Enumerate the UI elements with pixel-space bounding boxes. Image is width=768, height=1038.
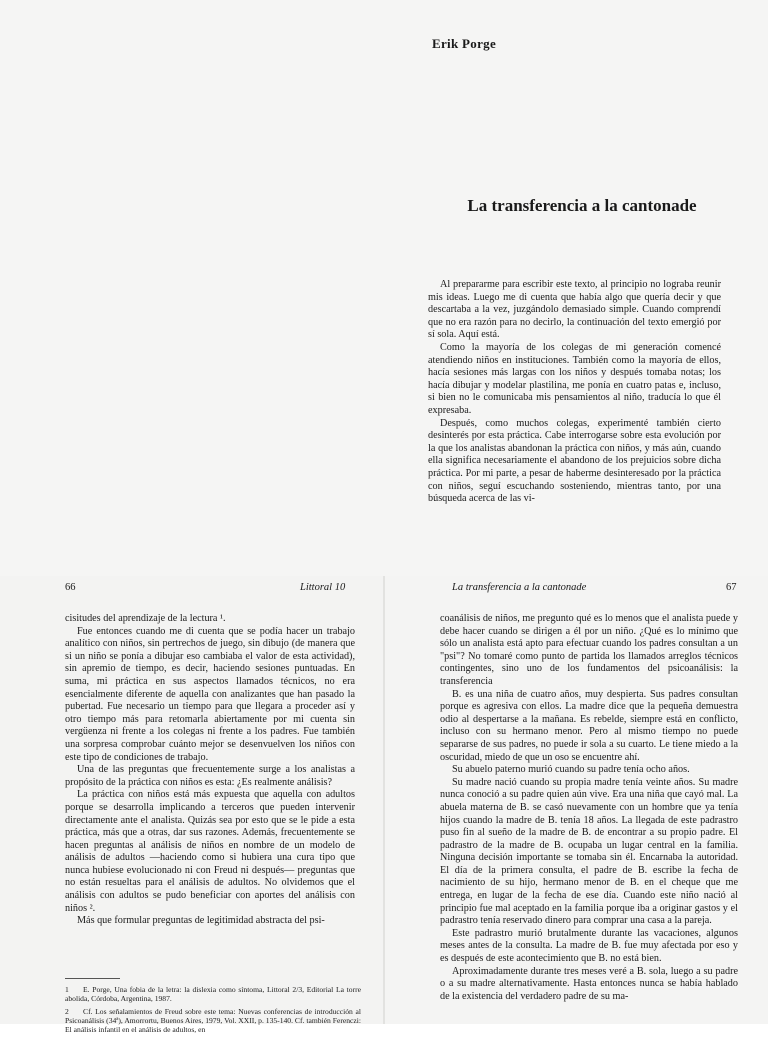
- left-running-head: Littoral 10: [300, 582, 346, 593]
- body-paragraph: Su madre nació cuando su propia madre tenía veinte años. Su madre nunca conoció a su padre quien aún vive. Era una niña que cayó mal. La abuela materna de B. se casó nuevamente con un hombre que ya tenía hijos cuando la madre de B. tenía 18 años. La llegada de este padrastro puso fin al sueño de la madre de B. de encontrar a su propio padre. El padrastro de la madre de B. ocupaba un lugar central en la familia. Ninguna decisión importante se tomaba sin él. Encarnaba la autoridad. El día de la primera consulta, el padre de B. escribe la fecha de nacimiento de su hijo, hermano menor de B. en el cheque que me entrega, en lugar de la fecha de ese día. Cuando este niño nació al principio fue mal aceptado en la familia porque iba a originar gastos y el padrastro tenía reservado dinero para comprar una casa a la pareja.: [440, 776, 738, 927]
- page-gutter: [383, 576, 385, 1024]
- intro-paragraph: Como la mayoría de los colegas de mi generación comencé atendiendo niños en instituciones. También como la mayoría de ellos, hacía sesiones más largas con los niños y después tomaba notas; los hacía dibujar y modelar plastilina, me ponía en cuatro patas e, incluso, si bien no le comunicaba mis pensamientos al niño, traducía lo que él expresaba.: [428, 341, 721, 416]
- left-page-body: [65, 613, 355, 928]
- footnotes: [65, 985, 361, 1038]
- body-paragraph: Más que formular preguntas de legitimidad abstracta del psi-: [77, 915, 325, 927]
- left-page-number: 66: [65, 582, 76, 593]
- footnote-number: 2: [65, 1007, 69, 1016]
- footnote: [65, 985, 361, 1003]
- footnote-text: E. Porge, Una fobia de la letra: la dislexia como síntoma, Littoral 2/3, Editorial La torre abolida, Córdoba, Argentina, 1987.: [65, 985, 361, 1003]
- footnote: [65, 1007, 361, 1034]
- chapter-title: La transferencia a la cantonade: [467, 196, 697, 215]
- body-paragraph: B. es una niña de cuatro años, muy despierta. Sus padres consultan porque es agresiva con ellos. La madre dice que la pequeña demuestra odio al despertarse a la mañana. Es rebelde, siempre está en conflicto, incluso con su hermano menor. Pero al mismo tiempo no puede separarse de sus padres, no puede ir sola a su cuarto. Le tiene miedo a la oscuridad, miedo de que un oso se encuentre ahí.: [440, 688, 738, 763]
- right-page-body: [440, 613, 738, 1003]
- intro-text: [428, 279, 721, 506]
- body-paragraph: Una de las preguntas que frecuentemente surge a los analistas a propósito de la práctica con niños es esta: ¿Es realmente análisis?: [65, 764, 355, 788]
- intro-paragraph: Al prepararme para escribir este texto, al principio no lograba reunir mis ideas. Luego me di cuenta que había algo que quería decir y que descartaba a la vez, juzgándolo demasiado simple. Cuando comprendí que no era razón para no decirlo, la continuación del texto emergió por sí sola. Aquí está.: [428, 279, 721, 341]
- body-paragraph: Este padrastro murió brutalmente durante las vacaciones, algunos meses antes de la consulta. La madre de B. fue muy afectada por eso y es después de este acontecimiento que B. no está bien.: [440, 927, 738, 965]
- body-paragraph: Su abuelo paterno murió cuando su padre tenía ocho años.: [452, 764, 690, 776]
- body-paragraph: coanálisis de niños, me pregunto qué es lo menos que el analista puede y debe hacer cuando se dirigen a él por un niño. ¿Qué es lo mínimo que sólo un analista está apto para efectuar cuando los padres consultan a un "psi"? No tomaré como punto de partida los llamados arreglos técnicos contingentes, sino uno de los fundamentos del psicoanálisis: la transferencia: [440, 613, 738, 687]
- intro-paragraph: Después, como muchos colegas, experimenté también cierto desinterés por esta práctica. Cabe interrogarse sobre esta evolución por la que los analistas abandonan la práctica con niños, y más aún, cuando ella significa necesariamente el abandono de los prejuicios sobre dicha práctica. Por mi parte, a pesar de haberme desinteresado por la práctica con niños, seguí escuchando sosteniendo, mientras tanto, por una búsqueda acerca de las vi-: [428, 417, 721, 505]
- body-paragraph: Fue entonces cuando me di cuenta que se podía hacer un trabajo analítico con niños, sin pertrechos de juego, sin dibujo (de manera que si un niño se ponía a dibujar eso cambiaba el valor de esta actividad), sin apremio de tiempo, es decir, haciendo sesiones puntuadas. En suma, mi práctica en sus aspectos llamados técnicos, no era esencialmente diferente de aquella con analizantes que han pasado la pubertad. Fue necesario un tiempo para que llegara a proceder así y otro tiempo más para retomarla abiertamente por mi cuenta sin vergüenza ni frente a los colegas ni frente a los padres. Fue también una sorpresa comprobar cuánto mejor se desenvuelven los niños con este tipo de condiciones de trabajo.: [65, 625, 355, 763]
- author-name: Erik Porge: [432, 36, 497, 51]
- footnote-text: Cf. Los señalamientos de Freud sobre este tema: Nuevas conferencias de introducción al Psicoanálisis (34ª), Amorrortu, Buenos Aires, 1979, Vol. XXII, p. 135-140. Cf. también Ferenczi: El análisis infantil en el análisis de adultos, en: [65, 1007, 361, 1034]
- body-paragraph: cisitudes del aprendizaje de la lectura ¹.: [65, 613, 226, 624]
- right-running-head: La transferencia a la cantonade: [452, 582, 587, 593]
- footnote-rule: [65, 978, 120, 979]
- body-paragraph: Aproximadamente durante tres meses veré a B. sola, luego a su padre o a su madre alternativamente. Hasta entonces nunca se había hablado de la existencia del verdadero padre de su ma-: [440, 965, 738, 1002]
- body-paragraph: La práctica con niños está más expuesta que aquella con adultos porque se desarrolla implicando a terceros que pueden intervenir directamente ante el analista. Quizás sea por esto que se le pide a esta práctica, más que a otras, dar sus razones. Además, frecuentemente se hacen preguntas al análisis de niños en nombre de un modelo de análisis de adultos —haciendo como si hubiera una cura tipo que nunca hubiese evolucionado ni con Freud ni después— preguntas que no están resueltas para el análisis de adultos. No olvidemos que el análisis con adultos se pudo beneficiar con aportes del análisis con niños ².: [65, 789, 355, 914]
- right-page-number: 67: [726, 582, 737, 593]
- footnote-number: 1: [65, 985, 69, 994]
